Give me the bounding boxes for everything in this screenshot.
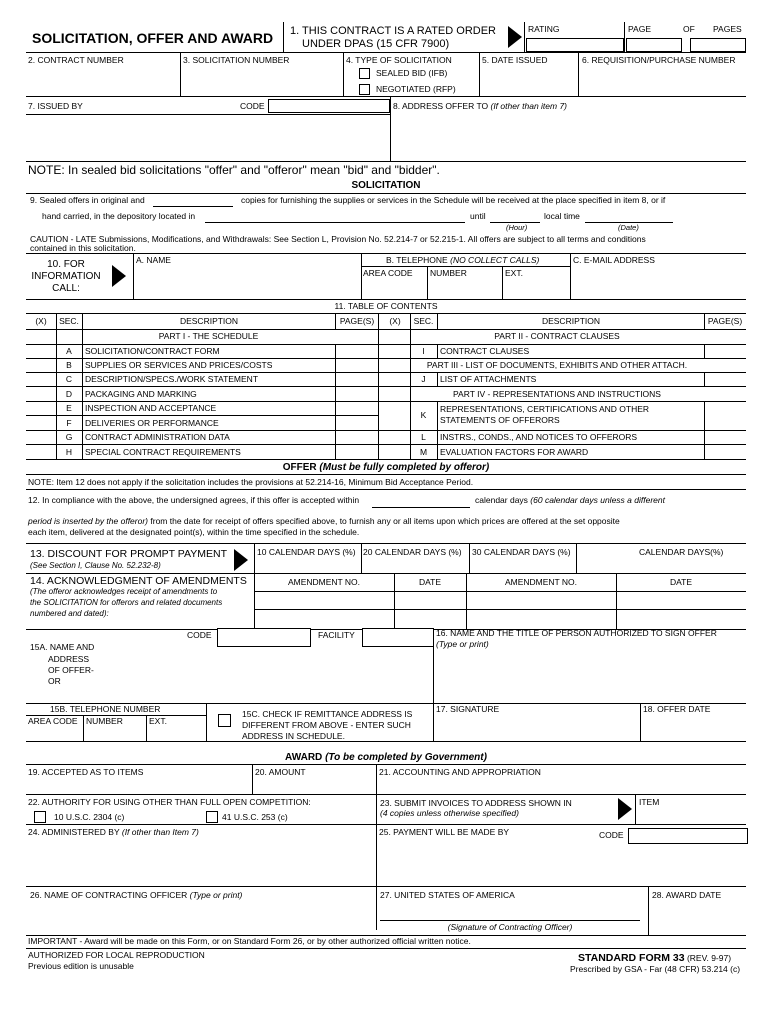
payment-label: 25. PAYMENT WILL BE MADE BY bbox=[379, 827, 510, 837]
ext-label: EXT. bbox=[505, 268, 523, 278]
negotiated-label: NEGOTIATED (RFP) bbox=[376, 84, 456, 94]
form-title: SOLICITATION, OFFER AND AWARD bbox=[32, 30, 274, 46]
toc-col-desc: DESCRIPTION bbox=[179, 316, 239, 326]
toc-col-desc: DESCRIPTION bbox=[541, 316, 601, 326]
usc-2304-checkbox[interactable] bbox=[34, 811, 46, 823]
toc-part2: PART II - CONTRACT CLAUSES bbox=[494, 331, 620, 341]
toc-desc: SOLICITATION/CONTRACT FORM bbox=[85, 346, 220, 356]
discount-20-label: 20 CALENDAR DAYS (%) bbox=[363, 547, 462, 557]
dpas-label: UNDER DPAS (15 CFR 7900) bbox=[302, 38, 450, 50]
amendment-no-label: AMENDMENT NO. bbox=[287, 577, 361, 587]
arrow-icon bbox=[112, 265, 126, 287]
remittance-label-1: 15C. CHECK IF REMITTANCE ADDRESS IS bbox=[242, 709, 413, 719]
toc-sec: J bbox=[421, 374, 426, 384]
line12-c: period is inserted by the offeror) from the date for receipt of offers specified above, to furnish any or all items upon which prices are offered at the set opposite bbox=[28, 516, 620, 526]
requisition-label: 6. REQUISITION/PURCHASE NUMBER bbox=[582, 55, 736, 65]
usc-253-label: 41 U.S.C. 253 (c) bbox=[222, 812, 288, 822]
prescribed-by: Prescribed by GSA - Far (48 CFR) 53.214 (c) bbox=[570, 964, 741, 974]
name-label: A. NAME bbox=[136, 255, 171, 265]
of-label: OF bbox=[683, 24, 695, 34]
item-label: ITEM bbox=[639, 797, 660, 807]
ext-label: EXT. bbox=[149, 716, 167, 726]
toc-desc: CONTRACT CLAUSES bbox=[440, 346, 530, 356]
toc-desc: INSPECTION AND ACCEPTANCE bbox=[85, 403, 217, 413]
discount-10-label: 10 CALENDAR DAYS (%) bbox=[257, 547, 356, 557]
toc-col-sec: SEC. bbox=[413, 316, 434, 326]
line12-b: calendar days (60 calendar days unless a different bbox=[475, 495, 665, 505]
code-label: CODE bbox=[599, 830, 624, 840]
area-code-label: AREA CODE bbox=[28, 716, 78, 726]
usc-253-checkbox[interactable] bbox=[206, 811, 218, 823]
toc-part4: PART IV - REPRESENTATIONS AND INSTRUCTIONS bbox=[453, 389, 661, 399]
name-address-label-3: OF OFFER- bbox=[48, 665, 94, 675]
award-date-label: 28. AWARD DATE bbox=[652, 890, 722, 900]
toc-col-sec: SEC. bbox=[59, 316, 79, 326]
negotiated-checkbox[interactable] bbox=[359, 84, 370, 95]
page-input[interactable] bbox=[626, 38, 682, 52]
award-heading: AWARD (To be completed by Government) bbox=[285, 752, 487, 763]
toc-desc: STATEMENTS OF OFFERORS bbox=[440, 415, 560, 425]
toc-sec: I bbox=[422, 346, 425, 356]
officer-signature-line[interactable] bbox=[380, 920, 640, 921]
name-address-label-1: 15A. NAME AND bbox=[30, 642, 95, 652]
toc-desc: SPECIAL CONTRACT REQUIREMENTS bbox=[85, 447, 241, 457]
authorized-signer-label: 16. NAME AND THE TITLE OF PERSON AUTHORIZED TO SIGN OFFER bbox=[436, 628, 717, 638]
issued-by-code-input[interactable] bbox=[268, 99, 390, 113]
pages-label: PAGES bbox=[713, 24, 742, 34]
solicitation-heading: SOLICITATION bbox=[351, 180, 421, 191]
amount-label: 20. AMOUNT bbox=[255, 767, 306, 777]
ack-note-2: the SOLICITATION for offerors and related documents bbox=[30, 598, 223, 607]
toc-desc: REPRESENTATIONS, CERTIFICATIONS AND OTHER bbox=[440, 404, 650, 414]
calendar-days-input[interactable] bbox=[372, 507, 470, 508]
arrow-icon bbox=[508, 26, 522, 48]
code-label: CODE bbox=[240, 101, 265, 111]
toc-part3: PART III - LIST OF DOCUMENTS, EXHIBITS AND OTHER ATTACH. bbox=[426, 360, 688, 370]
signature-label: 17. SIGNATURE bbox=[436, 704, 500, 714]
administered-by-label: 24. ADMINISTERED BY (If other than Item 7) bbox=[28, 827, 199, 837]
line12-a: 12. In compliance with the above, the undersigned agrees, if this offer is accepted within bbox=[28, 495, 360, 505]
info-call-label-3: CALL: bbox=[52, 283, 80, 294]
sealed-bid-label: SEALED BID (IFB) bbox=[376, 68, 448, 78]
toc-sec: M bbox=[419, 447, 428, 457]
caution-line1: CAUTION - LATE Submissions, Modifications, and Withdrawals: See Section L, Provision No. 52.214-7 or 52.215-1. All offers are subject to all terms and conditions bbox=[30, 234, 646, 244]
type-or-print-label: (Type or print) bbox=[436, 639, 489, 649]
amendment-date-label: DATE bbox=[418, 577, 442, 587]
toc-desc: LIST OF ATTACHMENTS bbox=[440, 374, 537, 384]
contract-number-label: 2. CONTRACT NUMBER bbox=[28, 55, 124, 65]
number-label: NUMBER bbox=[86, 716, 123, 726]
pages-input[interactable] bbox=[690, 38, 746, 52]
previous-edition: Previous edition is unusable bbox=[28, 961, 134, 971]
amendment-date-label: DATE bbox=[669, 577, 693, 587]
copies-input[interactable] bbox=[153, 206, 233, 207]
remittance-checkbox[interactable] bbox=[218, 714, 231, 727]
info-call-label-1: 10. FOR bbox=[47, 259, 85, 270]
toc-sec: C bbox=[65, 374, 73, 384]
sealed-bid-checkbox[interactable] bbox=[359, 68, 370, 79]
line9-c: hand carried, in the depository located in bbox=[42, 211, 196, 221]
toc-sec: B bbox=[66, 360, 72, 370]
discount-30-label: 30 CALENDAR DAYS (%) bbox=[472, 547, 571, 557]
page-label: PAGE bbox=[628, 24, 651, 34]
rated-order-label: 1. THIS CONTRACT IS A RATED ORDER bbox=[290, 25, 496, 37]
discount-label: 13. DISCOUNT FOR PROMPT PAYMENT bbox=[30, 548, 227, 560]
usc-2304-label: 10 U.S.C. 2304 (c) bbox=[54, 812, 125, 822]
invoices-note: (4 copies unless otherwise specified) bbox=[380, 808, 519, 818]
issued-by-label: 7. ISSUED BY bbox=[28, 101, 83, 111]
acknowledgment-label: 14. ACKNOWLEDGMENT OF AMENDMENTS bbox=[30, 575, 247, 587]
toc-desc: CONTRACT ADMINISTRATION DATA bbox=[85, 432, 230, 442]
toc-col-x: (X) bbox=[389, 316, 401, 326]
toc-sec: F bbox=[66, 418, 72, 428]
bid-note: NOTE: In sealed bid solicitations "offer" and "offeror" mean "bid" and "bidder". bbox=[28, 163, 440, 177]
toc-col-pages: PAGE(S) bbox=[339, 316, 375, 326]
telephone-label: B. TELEPHONE (NO COLLECT CALLS) bbox=[386, 255, 540, 265]
name-address-label-2: ADDRESS bbox=[48, 654, 90, 664]
toc-sec: G bbox=[65, 432, 73, 442]
toc-sec: K bbox=[420, 410, 427, 420]
line12-d: each item, delivered at the designated point(s), within the time specified in the schedule. bbox=[28, 527, 360, 537]
rating-input[interactable] bbox=[526, 38, 624, 52]
accounting-label: 21. ACCOUNTING AND APPROPRIATION bbox=[379, 767, 541, 777]
ack-note-3: numbered and dated): bbox=[30, 609, 109, 618]
invoices-label: 23. SUBMIT INVOICES TO ADDRESS SHOWN IN bbox=[380, 798, 572, 808]
email-label: C. E-MAIL ADDRESS bbox=[573, 255, 655, 265]
area-code-label: AREA CODE bbox=[363, 268, 413, 278]
arrow-icon bbox=[234, 549, 248, 571]
number-label: NUMBER bbox=[430, 268, 467, 278]
toc-desc: DESCRIPTION/SPECS./WORK STATEMENT bbox=[85, 374, 259, 384]
discount-cal-label: CALENDAR DAYS(%) bbox=[639, 547, 724, 557]
amendment-no-label: AMENDMENT NO. bbox=[504, 577, 578, 587]
important-note: IMPORTANT - Award will be made on this Form, or on Standard Form 26, or by other authorized official written notice. bbox=[28, 936, 471, 946]
telephone-label: 15B. TELEPHONE NUMBER bbox=[50, 704, 161, 714]
toc-desc: EVALUATION FACTORS FOR AWARD bbox=[440, 447, 589, 457]
solicitation-number-label: 3. SOLICITATION NUMBER bbox=[183, 55, 290, 65]
arrow-icon bbox=[618, 798, 632, 820]
line9-b: copies for furnishing the supplies or services in the Schedule will be received at the place specified in item 8, or if bbox=[241, 195, 666, 205]
date-caption: (Date) bbox=[618, 223, 639, 232]
toc-desc: DELIVERIES OR PERFORMANCE bbox=[85, 418, 219, 428]
until-label: until bbox=[470, 211, 486, 221]
toc-col-x: (X) bbox=[35, 316, 47, 326]
toc-sec: A bbox=[66, 346, 72, 356]
facility-input[interactable] bbox=[362, 628, 434, 647]
accepted-items-label: 19. ACCEPTED AS TO ITEMS bbox=[28, 767, 144, 777]
address-offer-label: 8. ADDRESS OFFER TO (If other than item 7) bbox=[393, 101, 568, 111]
date-issued-label: 5. DATE ISSUED bbox=[482, 55, 548, 65]
toc-desc: PACKAGING AND MARKING bbox=[85, 389, 197, 399]
remittance-label-2: DIFFERENT FROM ABOVE - ENTER SUCH bbox=[242, 720, 411, 730]
caution-line2: contained in this solicitation. bbox=[30, 243, 136, 253]
name-address-label-4: OR bbox=[48, 676, 61, 686]
hour-caption: (Hour) bbox=[506, 223, 528, 232]
ack-note-1: (The offeror acknowledges receipt of amendments to bbox=[30, 587, 218, 596]
toc-desc: INSTRS., CONDS., AND NOTICES TO OFFERORS bbox=[440, 432, 638, 442]
offeror-code-input[interactable] bbox=[217, 628, 311, 647]
rating-label: RATING bbox=[528, 24, 560, 34]
toc-part1: PART I - THE SCHEDULE bbox=[158, 331, 259, 341]
toc-col-pages: PAGE(S) bbox=[707, 316, 743, 326]
toc-heading: 11. TABLE OF CONTENTS bbox=[334, 301, 438, 311]
officer-name-label: 26. NAME OF CONTRACTING OFFICER (Type or print) bbox=[30, 890, 243, 900]
offer-date-label: 18. OFFER DATE bbox=[643, 704, 711, 714]
code-label: CODE bbox=[187, 630, 212, 640]
discount-note: (See Section I, Clause No. 52.232-8) bbox=[30, 561, 161, 570]
facility-label: FACILITY bbox=[318, 630, 355, 640]
usa-label: 27. UNITED STATES OF AMERICA bbox=[380, 890, 515, 900]
item12-note: NOTE: Item 12 does not apply if the solicitation includes the provisions at 52.214-16, Minimum Bid Acceptance Period. bbox=[28, 477, 474, 487]
depository-input[interactable] bbox=[205, 222, 465, 223]
toc-sec: L bbox=[421, 432, 426, 442]
line9-a: 9. Sealed offers in original and bbox=[30, 195, 145, 205]
type-of-solicitation-label: 4. TYPE OF SOLICITATION bbox=[346, 55, 452, 65]
payment-code-input[interactable] bbox=[628, 828, 748, 844]
remittance-label-3: ADDRESS IN SCHEDULE. bbox=[242, 731, 345, 741]
toc-desc: SUPPLIES OR SERVICES AND PRICES/COSTS bbox=[85, 360, 273, 370]
authorized-reproduction: AUTHORIZED FOR LOCAL REPRODUCTION bbox=[28, 950, 205, 960]
info-call-label-2: INFORMATION bbox=[31, 271, 101, 282]
toc-sec: D bbox=[65, 389, 73, 399]
toc-sec: E bbox=[66, 403, 72, 413]
officer-signature-caption: (Signature of Contracting Officer) bbox=[447, 922, 573, 932]
standard-form-number: STANDARD FORM 33 (REV. 9-97) bbox=[578, 952, 732, 964]
offer-heading: OFFER (Must be fully completed by offeror) bbox=[282, 462, 490, 473]
local-time-label: local time bbox=[544, 211, 580, 221]
authority-label: 22. AUTHORITY FOR USING OTHER THAN FULL OPEN COMPETITION: bbox=[28, 797, 311, 807]
toc-sec: H bbox=[65, 447, 73, 457]
